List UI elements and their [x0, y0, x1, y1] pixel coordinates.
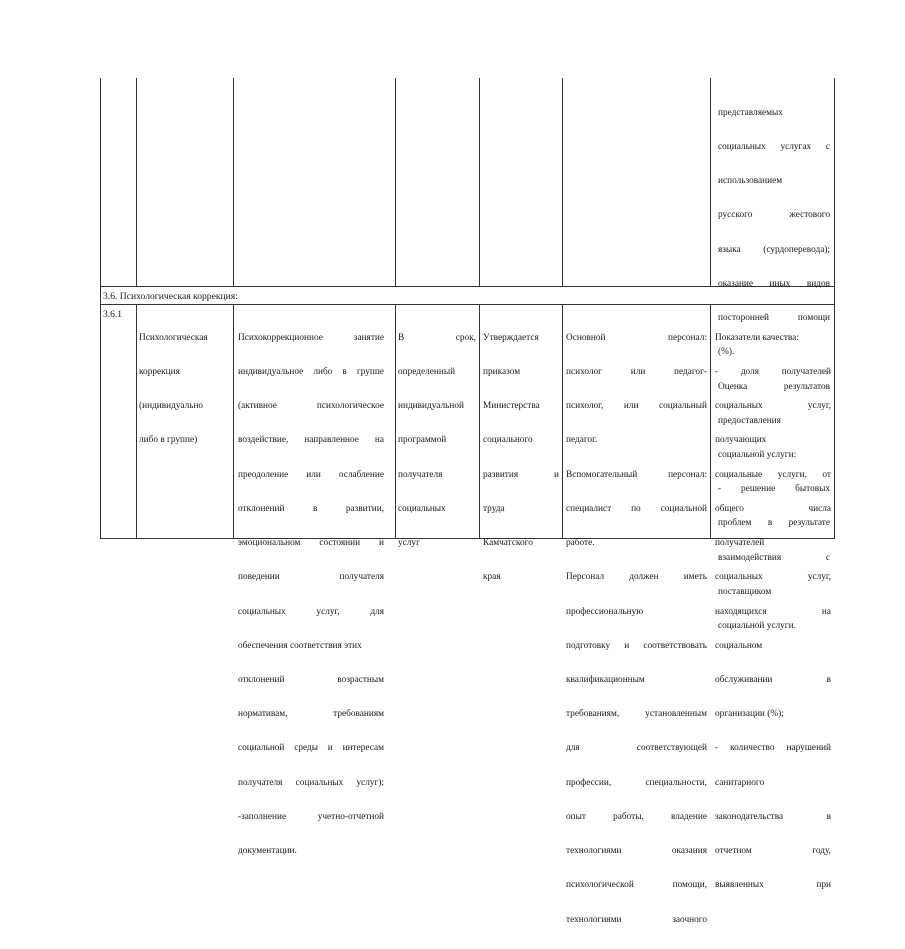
row-number: 3.6.1: [103, 310, 122, 320]
text-line: нормативам, требованиям: [238, 709, 384, 720]
text-line: педагог.: [566, 435, 598, 446]
text-line: услуг: [398, 538, 420, 549]
text-line: социальной услуги.: [718, 621, 796, 632]
text-line: языка (сурдоперевода);: [718, 244, 830, 255]
service-staff-cell: [566, 310, 707, 949]
section-title: 3.6. Психологическая коррекция:: [103, 291, 238, 302]
table-border-col3: [395, 78, 396, 286]
text-line: проблем в результате: [718, 518, 830, 529]
table-border-col5: [562, 78, 563, 286]
text-line: посторонней помощи: [718, 313, 830, 324]
text-line: предоставления: [718, 415, 781, 426]
text-line: получателей: [715, 538, 765, 549]
text-line: воздействие, направленное на: [238, 435, 384, 446]
text-line: социальных: [398, 503, 446, 514]
text-line: края: [483, 572, 501, 583]
text-line: находящихся на: [715, 606, 831, 617]
text-line: программой: [398, 435, 447, 446]
text-line: представляемых: [718, 107, 783, 118]
text-line: (%).: [718, 347, 735, 358]
text-line: работе.: [566, 538, 595, 549]
table-border-col1: [136, 78, 137, 286]
text-line: социальных услуг,: [715, 401, 831, 412]
text-line: социальном: [715, 640, 763, 651]
text-line: психолог или педагог-: [566, 367, 707, 378]
table-border-col6b: [710, 304, 711, 539]
service-quality-cell: [715, 310, 831, 915]
text-line: технологиями оказания: [566, 846, 707, 857]
text-line: (индивидуально: [139, 401, 204, 412]
text-line: Основной персонал:: [566, 332, 707, 343]
text-line: социальной среды и интересам: [238, 743, 384, 754]
service-name-cell: [139, 310, 231, 470]
text-line: - решение бытовых: [718, 484, 830, 495]
table-border-col3b: [395, 304, 396, 539]
text-line: (активное психологическое: [238, 401, 384, 412]
text-line: -заполнение учетно-отчетной: [238, 811, 384, 822]
table-border-left: [100, 78, 101, 539]
text-line: профессии, специальности,: [566, 777, 707, 788]
text-line: Оценка результатов: [718, 381, 830, 392]
text-line: индивидуальной: [398, 401, 464, 412]
text-line: опыт работы, владение: [566, 811, 707, 822]
text-line: социальных услугах с: [718, 142, 830, 153]
text-line: обеспечения соответствия этих: [238, 640, 362, 651]
text-line: психологической помощи,: [566, 880, 707, 891]
text-line: социальных услуг,: [715, 572, 831, 583]
text-line: Вспомогательный персонал:: [566, 469, 707, 480]
text-line: организации (%);: [715, 709, 784, 720]
table-border-col2b: [233, 304, 234, 539]
text-line: получателя: [398, 469, 443, 480]
text-line: Персонал должен иметь: [566, 572, 707, 583]
text-line: Показатели качества:: [715, 332, 799, 343]
text-line: документации.: [238, 846, 297, 857]
table-border-col6: [710, 78, 711, 286]
table-border-col4b: [479, 304, 480, 539]
table-border-col4: [479, 78, 480, 286]
text-line: преодоление или ослабление: [238, 469, 384, 480]
text-line: психолог, или социальный: [566, 401, 707, 412]
text-line: Министерства: [483, 401, 540, 412]
text-line: отклонений в развитии,: [238, 503, 384, 514]
text-line: для соответствующей: [566, 743, 707, 754]
text-line: отчетном году,: [715, 846, 831, 857]
text-line: коррекция: [139, 367, 180, 378]
text-line: Камчатского: [483, 538, 533, 549]
text-line: социального: [483, 435, 533, 446]
table-border-col1b: [136, 304, 137, 539]
text-line: развития и: [483, 469, 559, 480]
text-line: социальной услуги:: [718, 450, 797, 460]
text-line: выявленных при: [715, 880, 831, 891]
text-line: специалист по социальной: [566, 503, 707, 514]
text-line: получателя социальных услуг);: [238, 777, 384, 788]
text-line: поведении получателя: [238, 572, 384, 583]
text-line: санитарного: [715, 777, 765, 788]
text-line: профессиональную: [566, 606, 644, 617]
text-line: взаимодействия с: [718, 552, 830, 563]
text-line: Психологическая: [139, 332, 208, 343]
text-line: индивидуальное либо в группе: [238, 367, 384, 378]
text-line: определенный: [398, 367, 456, 378]
service-tariff-cell: [483, 310, 559, 607]
text-line: социальные услуги, от: [715, 469, 831, 480]
text-line: - доля получателей: [715, 367, 831, 378]
text-line: законодательства в: [715, 811, 831, 822]
table-border-col2: [233, 78, 234, 286]
text-line: технологиями заочного: [566, 914, 707, 925]
text-line: получающих: [715, 435, 767, 446]
text-line: эмоциональном состоянии и: [238, 538, 384, 549]
text-line: поставщиком: [718, 586, 772, 597]
text-line: обслуживании в: [715, 675, 831, 685]
text-line: общего числа: [715, 503, 831, 514]
text-line: либо в группе): [139, 435, 198, 446]
text-line: квалификационным: [566, 675, 645, 685]
text-line: русского жестового: [718, 210, 830, 221]
text-line: Психокоррекционное занятие: [238, 332, 384, 343]
text-line: приказом: [483, 367, 521, 378]
text-line: использованием: [718, 176, 783, 187]
table-border-right: [834, 78, 835, 539]
text-line: В срок,: [398, 332, 476, 343]
text-line: - количество нарушений: [715, 743, 831, 754]
text-line: Утверждается: [483, 332, 539, 343]
text-line: подготовку и соответствовать: [566, 640, 707, 651]
table-border-col5b: [562, 304, 563, 539]
service-term-cell: [398, 310, 476, 572]
service-description-cell: [238, 310, 384, 880]
text-line: оказание иных видов: [718, 278, 830, 289]
text-line: труда: [483, 503, 505, 514]
text-line: отклонений возрастным: [238, 675, 384, 685]
text-line: социальных услуг, для: [238, 606, 384, 617]
text-line: требованиям, установленным: [566, 709, 707, 720]
